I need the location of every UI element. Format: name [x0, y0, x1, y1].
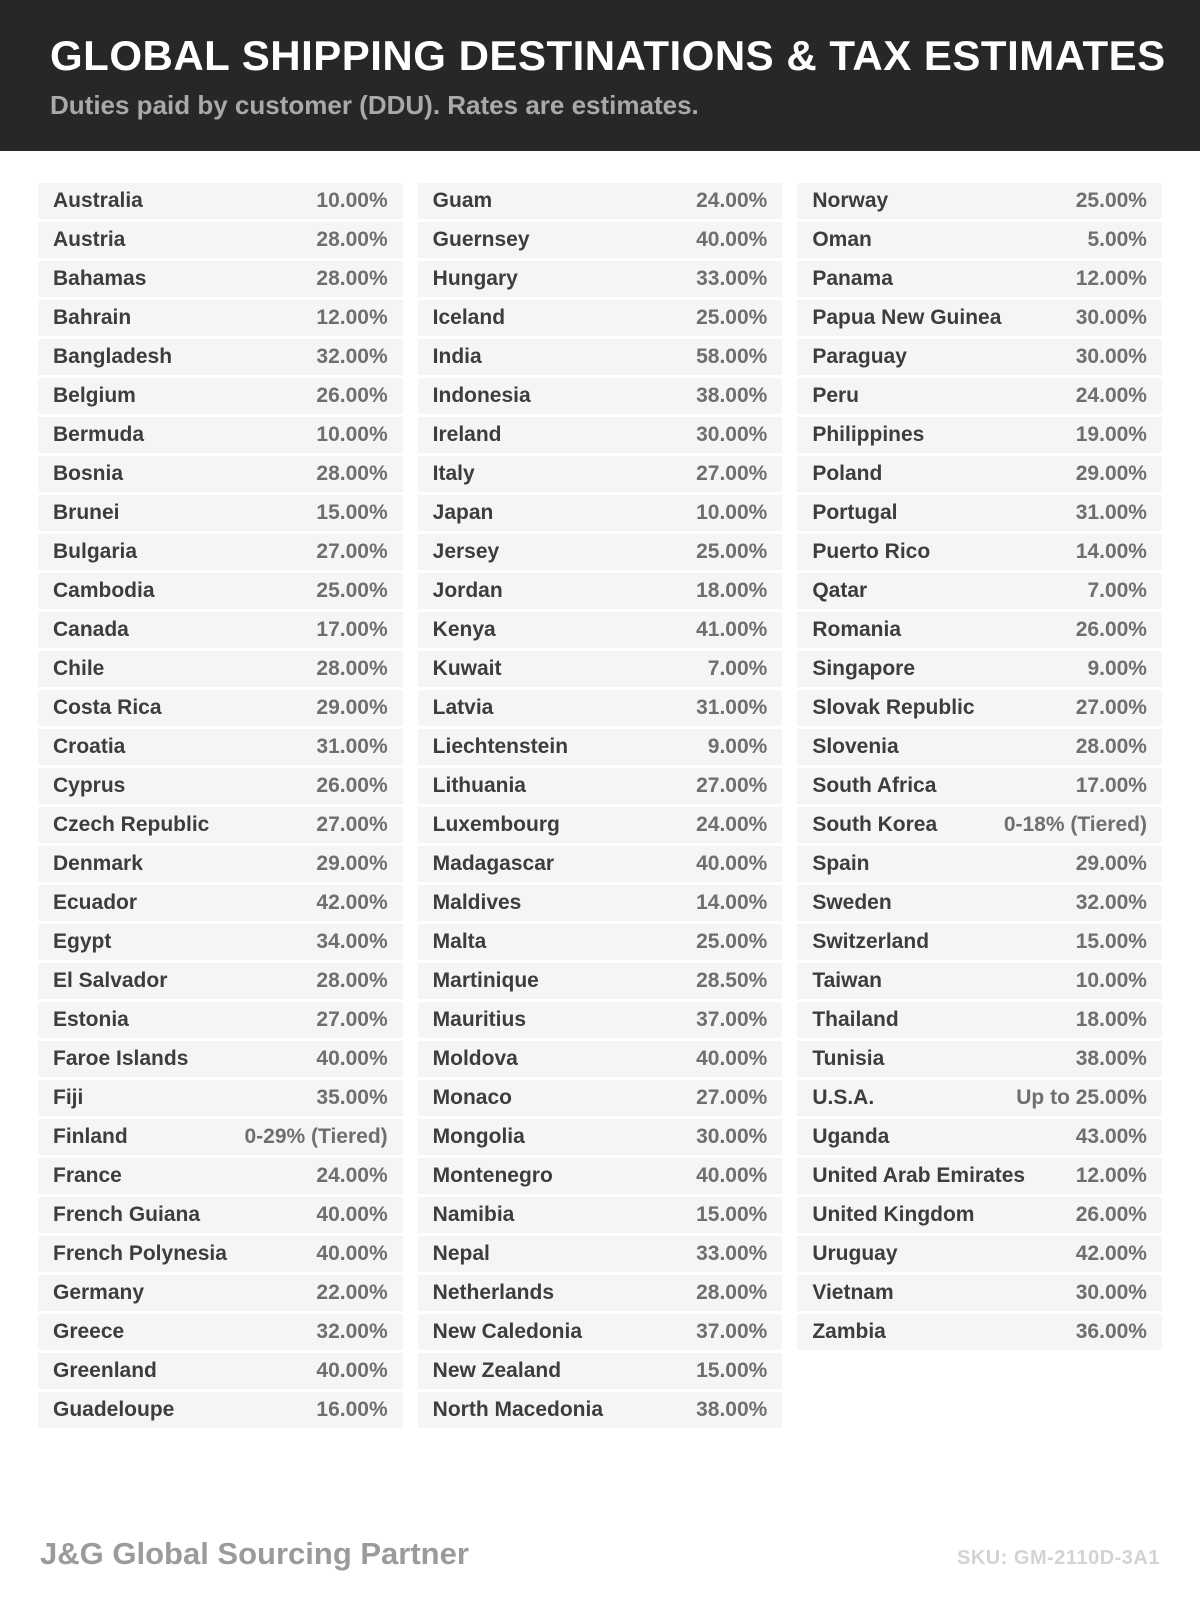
table-row — [418, 339, 783, 375]
rate-value: 38.00% — [1075, 1047, 1147, 1070]
rate-value: 33.00% — [696, 1242, 768, 1265]
country-label: Qatar — [812, 579, 868, 602]
country-label: Guam — [432, 189, 493, 212]
table-row — [797, 495, 1162, 531]
table-row — [418, 1158, 783, 1194]
rate-value: 41.00% — [696, 618, 768, 641]
country-label: Thailand — [812, 1008, 899, 1031]
table-row — [38, 1080, 403, 1116]
rates-column-2 — [418, 183, 783, 1431]
rate-value: 26.00% — [316, 384, 388, 407]
table-row — [418, 1353, 783, 1389]
rate-value: 26.00% — [1075, 618, 1147, 641]
table-row — [797, 729, 1162, 765]
rate-value: 10.00% — [1075, 969, 1147, 992]
country-label: Philippines — [812, 423, 925, 446]
rate-value: 27.00% — [316, 1008, 388, 1031]
table-row — [418, 1236, 783, 1272]
country-label: El Salvador — [53, 969, 168, 992]
table-row — [797, 378, 1162, 414]
table-row — [38, 651, 403, 687]
table-row — [38, 573, 403, 609]
table-row — [38, 1275, 403, 1311]
country-label: Moldova — [432, 1047, 518, 1070]
country-label: Cambodia — [53, 579, 155, 602]
rate-value: 27.00% — [696, 1086, 768, 1109]
country-label: Czech Republic — [53, 813, 210, 836]
table-row — [38, 768, 403, 804]
country-label: Monaco — [432, 1086, 512, 1109]
country-label: Norway — [812, 189, 889, 212]
country-label: South Korea — [812, 813, 938, 836]
rate-value: 24.00% — [316, 1164, 388, 1187]
country-label: Maldives — [432, 891, 522, 914]
table-row — [797, 300, 1162, 336]
rate-value: 16.00% — [316, 1398, 388, 1421]
table-row — [38, 1158, 403, 1194]
table-row — [38, 690, 403, 726]
country-label: Costa Rica — [53, 696, 162, 719]
country-label: Uruguay — [812, 1242, 898, 1265]
table-row — [797, 339, 1162, 375]
country-label: North Macedonia — [432, 1398, 604, 1421]
rate-value: 27.00% — [316, 813, 388, 836]
country-label: Guernsey — [432, 228, 530, 251]
table-row — [418, 1041, 783, 1077]
country-label: Romania — [812, 618, 902, 641]
table-row — [797, 573, 1162, 609]
rate-value: 42.00% — [316, 891, 388, 914]
country-label: Mongolia — [432, 1125, 525, 1148]
table-row — [418, 495, 783, 531]
table-row — [418, 1002, 783, 1038]
table-row — [797, 222, 1162, 258]
table-row — [797, 690, 1162, 726]
rate-value: 26.00% — [1075, 1203, 1147, 1226]
table-row — [418, 300, 783, 336]
rate-value: 12.00% — [316, 306, 388, 329]
rate-value: 28.00% — [316, 267, 388, 290]
rate-value: 29.00% — [1075, 852, 1147, 875]
rate-value: 29.00% — [316, 852, 388, 875]
table-row — [38, 183, 403, 219]
table-row — [797, 768, 1162, 804]
country-label: French Polynesia — [53, 1242, 227, 1265]
table-row — [38, 534, 403, 570]
table-row — [38, 261, 403, 297]
country-label: Belgium — [53, 384, 136, 407]
rate-value: 28.00% — [316, 657, 388, 680]
country-label: United Arab Emirates — [812, 1164, 1026, 1187]
rate-value: 28.00% — [316, 969, 388, 992]
country-label: Montenegro — [432, 1164, 553, 1187]
country-label: Finland — [53, 1125, 128, 1148]
table-row — [418, 573, 783, 609]
country-label: Martinique — [432, 969, 539, 992]
rate-value: 40.00% — [696, 852, 768, 875]
rate-value: 24.00% — [1075, 384, 1147, 407]
country-label: Malta — [432, 930, 487, 953]
table-row — [797, 1197, 1162, 1233]
rate-value: 28.00% — [316, 462, 388, 485]
rate-value: 31.00% — [316, 735, 388, 758]
rate-value: 40.00% — [696, 1164, 768, 1187]
country-label: French Guiana — [53, 1203, 201, 1226]
rate-value: 25.00% — [696, 540, 768, 563]
country-label: Vietnam — [812, 1281, 894, 1304]
country-label: Singapore — [812, 657, 916, 680]
rate-value: 25.00% — [316, 579, 388, 602]
table-row — [418, 378, 783, 414]
rate-value: 17.00% — [316, 618, 388, 641]
table-row — [797, 1041, 1162, 1077]
country-label: Oman — [812, 228, 872, 251]
country-label: Tunisia — [812, 1047, 885, 1070]
table-row — [797, 807, 1162, 843]
rates-column-1 — [38, 183, 403, 1431]
rate-value: 25.00% — [696, 930, 768, 953]
rate-value: 27.00% — [696, 774, 768, 797]
country-label: Peru — [812, 384, 860, 407]
country-label: Uganda — [812, 1125, 890, 1148]
country-label: Madagascar — [432, 852, 555, 875]
table-row — [418, 534, 783, 570]
rate-value: 18.00% — [1075, 1008, 1147, 1031]
table-row — [418, 1080, 783, 1116]
table-row — [38, 885, 403, 921]
table-row — [797, 1275, 1162, 1311]
table-row — [418, 651, 783, 687]
country-label: Slovenia — [812, 735, 899, 758]
table-row — [797, 1236, 1162, 1272]
table-row — [797, 1002, 1162, 1038]
country-label: Brunei — [53, 501, 120, 524]
table-row — [797, 456, 1162, 492]
country-label: Mauritius — [432, 1008, 526, 1031]
table-row — [797, 1158, 1162, 1194]
rate-value: 28.00% — [316, 228, 388, 251]
table-row — [38, 300, 403, 336]
table-row — [38, 378, 403, 414]
country-label: Kenya — [432, 618, 496, 641]
country-label: South Africa — [812, 774, 937, 797]
country-label: Greece — [53, 1320, 125, 1343]
table-row — [418, 417, 783, 453]
table-row — [418, 1314, 783, 1350]
country-label: Nepal — [432, 1242, 490, 1265]
table-row — [797, 924, 1162, 960]
rate-value: 33.00% — [696, 267, 768, 290]
rate-value: 22.00% — [316, 1281, 388, 1304]
rate-value: 0-18% (Tiered) — [1003, 813, 1147, 836]
table-row — [38, 807, 403, 843]
table-row — [418, 729, 783, 765]
table-row — [418, 807, 783, 843]
table-row — [797, 651, 1162, 687]
table-row — [418, 1119, 783, 1155]
country-label: Switzerland — [812, 930, 930, 953]
country-label: Poland — [812, 462, 883, 485]
rate-value: 15.00% — [1075, 930, 1147, 953]
table-row — [797, 417, 1162, 453]
rate-value: 15.00% — [696, 1359, 768, 1382]
rate-value: 14.00% — [696, 891, 768, 914]
page-title: GLOBAL SHIPPING DESTINATIONS & TAX ESTIMATES — [50, 32, 1166, 79]
country-label: Bangladesh — [53, 345, 173, 368]
rate-value: 30.00% — [1075, 1281, 1147, 1304]
rates-column-3 — [797, 183, 1162, 1353]
table-row — [797, 534, 1162, 570]
country-label: Panama — [812, 267, 893, 290]
country-label: New Zealand — [432, 1359, 562, 1382]
country-label: Taiwan — [812, 969, 882, 992]
table-row — [38, 924, 403, 960]
rate-value: 9.00% — [1087, 657, 1147, 680]
rate-value: 38.00% — [696, 384, 768, 407]
table-row — [797, 963, 1162, 999]
table-row — [797, 1080, 1162, 1116]
country-label: Jersey — [432, 540, 500, 563]
rate-value: 32.00% — [1075, 891, 1147, 914]
table-row — [38, 495, 403, 531]
table-row — [797, 1314, 1162, 1350]
country-label: New Caledonia — [432, 1320, 583, 1343]
country-label: Australia — [53, 189, 143, 212]
rate-value: 40.00% — [316, 1047, 388, 1070]
rate-value: 9.00% — [707, 735, 768, 758]
rate-value: 24.00% — [696, 813, 768, 836]
rate-value: 10.00% — [316, 423, 388, 446]
country-label: Kuwait — [432, 657, 502, 680]
country-label: Paraguay — [812, 345, 907, 368]
table-row — [38, 1119, 403, 1155]
country-label: Egypt — [53, 930, 112, 953]
table-row — [418, 1275, 783, 1311]
country-label: Denmark — [53, 852, 143, 875]
country-label: Greenland — [53, 1359, 157, 1382]
rate-value: 24.00% — [696, 189, 768, 212]
rate-value: 14.00% — [1075, 540, 1147, 563]
rate-value: 30.00% — [696, 423, 768, 446]
table-row — [418, 924, 783, 960]
country-label: Spain — [812, 852, 870, 875]
country-label: Puerto Rico — [812, 540, 931, 563]
rate-value: 40.00% — [316, 1242, 388, 1265]
rate-value: 18.00% — [696, 579, 768, 602]
rate-value: 40.00% — [316, 1359, 388, 1382]
country-label: Portugal — [812, 501, 898, 524]
country-label: Bulgaria — [53, 540, 138, 563]
country-label: Faroe Islands — [53, 1047, 189, 1070]
rate-value: 27.00% — [696, 462, 768, 485]
table-row — [38, 612, 403, 648]
rate-value: 29.00% — [1075, 462, 1147, 485]
country-label: Italy — [432, 462, 475, 485]
rate-value: 27.00% — [316, 540, 388, 563]
rate-value: 0-29% (Tiered) — [244, 1125, 388, 1148]
sku-label: SKU: GM-2110D-3A1 — [956, 1547, 1160, 1569]
country-label: Bermuda — [53, 423, 145, 446]
table-row — [38, 222, 403, 258]
rate-value: 15.00% — [696, 1203, 768, 1226]
table-row — [38, 1392, 403, 1428]
country-label: Netherlands — [432, 1281, 555, 1304]
table-row — [418, 456, 783, 492]
rate-value: 28.00% — [1075, 735, 1147, 758]
table-row — [38, 1041, 403, 1077]
rate-value: Up to 25.00% — [1016, 1086, 1147, 1109]
rate-value: 31.00% — [696, 696, 768, 719]
rate-value: 26.00% — [316, 774, 388, 797]
table-row — [418, 261, 783, 297]
table-row — [418, 1392, 783, 1428]
rate-value: 30.00% — [1075, 306, 1147, 329]
table-row — [38, 1002, 403, 1038]
rate-value: 28.50% — [696, 969, 768, 992]
table-row — [38, 846, 403, 882]
table-row — [38, 1314, 403, 1350]
country-label: Lithuania — [432, 774, 526, 797]
country-label: Bosnia — [53, 462, 124, 485]
rate-value: 10.00% — [316, 189, 388, 212]
rate-value: 40.00% — [696, 1047, 768, 1070]
country-label: Hungary — [432, 267, 518, 290]
rate-value: 36.00% — [1075, 1320, 1147, 1343]
table-row — [38, 456, 403, 492]
table-row — [797, 261, 1162, 297]
table-row — [418, 1197, 783, 1233]
rate-value: 25.00% — [696, 306, 768, 329]
rate-value: 7.00% — [707, 657, 768, 680]
country-label: Ecuador — [53, 891, 138, 914]
footer — [40, 1536, 1160, 1572]
country-label: U.S.A. — [812, 1086, 875, 1109]
country-label: Liechtenstein — [432, 735, 569, 758]
brand-name: J&G Global Sourcing Partner — [40, 1536, 469, 1571]
country-label: United Kingdom — [812, 1203, 975, 1226]
table-row — [418, 846, 783, 882]
country-label: Namibia — [432, 1203, 515, 1226]
rate-value: 37.00% — [696, 1008, 768, 1031]
table-row — [418, 963, 783, 999]
country-label: India — [432, 345, 482, 368]
rate-value: 32.00% — [316, 345, 388, 368]
table-row — [797, 183, 1162, 219]
table-row — [418, 612, 783, 648]
country-label: Bahrain — [53, 306, 132, 329]
rate-value: 27.00% — [1075, 696, 1147, 719]
rate-value: 35.00% — [316, 1086, 388, 1109]
rate-value: 38.00% — [696, 1398, 768, 1421]
country-label: Latvia — [432, 696, 494, 719]
country-label: Estonia — [53, 1008, 129, 1031]
rate-value: 17.00% — [1075, 774, 1147, 797]
rate-value: 31.00% — [1075, 501, 1147, 524]
header-banner — [0, 0, 1200, 151]
rate-value: 12.00% — [1075, 1164, 1147, 1187]
rate-value: 29.00% — [316, 696, 388, 719]
country-label: France — [53, 1164, 122, 1187]
rate-value: 15.00% — [316, 501, 388, 524]
rate-value: 43.00% — [1075, 1125, 1147, 1148]
country-label: Guadeloupe — [53, 1398, 175, 1421]
rate-value: 58.00% — [696, 345, 768, 368]
rate-value: 25.00% — [1075, 189, 1147, 212]
page-subtitle: Duties paid by customer (DDU). Rates are estimates. — [50, 90, 699, 120]
rate-value: 19.00% — [1075, 423, 1147, 446]
country-label: Chile — [53, 657, 105, 680]
country-label: Jordan — [432, 579, 503, 602]
rate-value: 42.00% — [1075, 1242, 1147, 1265]
country-label: Ireland — [432, 423, 502, 446]
country-label: Slovak Republic — [812, 696, 975, 719]
rate-value: 28.00% — [696, 1281, 768, 1304]
table-row — [418, 690, 783, 726]
rate-value: 30.00% — [696, 1125, 768, 1148]
table-row — [418, 183, 783, 219]
country-label: Cyprus — [53, 774, 126, 797]
table-row — [797, 612, 1162, 648]
rate-value: 7.00% — [1087, 579, 1147, 602]
table-row — [418, 222, 783, 258]
rate-value: 32.00% — [316, 1320, 388, 1343]
country-label: Luxembourg — [432, 813, 560, 836]
country-label: Fiji — [53, 1086, 84, 1109]
country-label: Zambia — [812, 1320, 886, 1343]
country-label: Croatia — [53, 735, 126, 758]
country-label: Iceland — [432, 306, 506, 329]
country-label: Canada — [53, 618, 129, 641]
country-label: Austria — [53, 228, 126, 251]
country-label: Sweden — [812, 891, 892, 914]
rate-value: 5.00% — [1087, 228, 1147, 251]
table-row — [797, 885, 1162, 921]
table-row — [38, 417, 403, 453]
table-row — [797, 1119, 1162, 1155]
rate-value: 10.00% — [696, 501, 768, 524]
rate-value: 40.00% — [696, 228, 768, 251]
rate-value: 30.00% — [1075, 345, 1147, 368]
rate-value: 40.00% — [316, 1203, 388, 1226]
table-row — [38, 1197, 403, 1233]
country-label: Indonesia — [432, 384, 531, 407]
country-label: Japan — [432, 501, 494, 524]
table-row — [418, 768, 783, 804]
rates-table — [38, 183, 1162, 1431]
table-row — [797, 846, 1162, 882]
country-label: Papua New Guinea — [812, 306, 1002, 329]
rate-value: 34.00% — [316, 930, 388, 953]
table-row — [38, 339, 403, 375]
table-row — [418, 885, 783, 921]
country-label: Germany — [53, 1281, 145, 1304]
table-row — [38, 963, 403, 999]
table-row — [38, 1236, 403, 1272]
country-label: Bahamas — [53, 267, 147, 290]
table-row — [38, 1353, 403, 1389]
rate-value: 12.00% — [1075, 267, 1147, 290]
rate-value: 37.00% — [696, 1320, 768, 1343]
table-row — [38, 729, 403, 765]
